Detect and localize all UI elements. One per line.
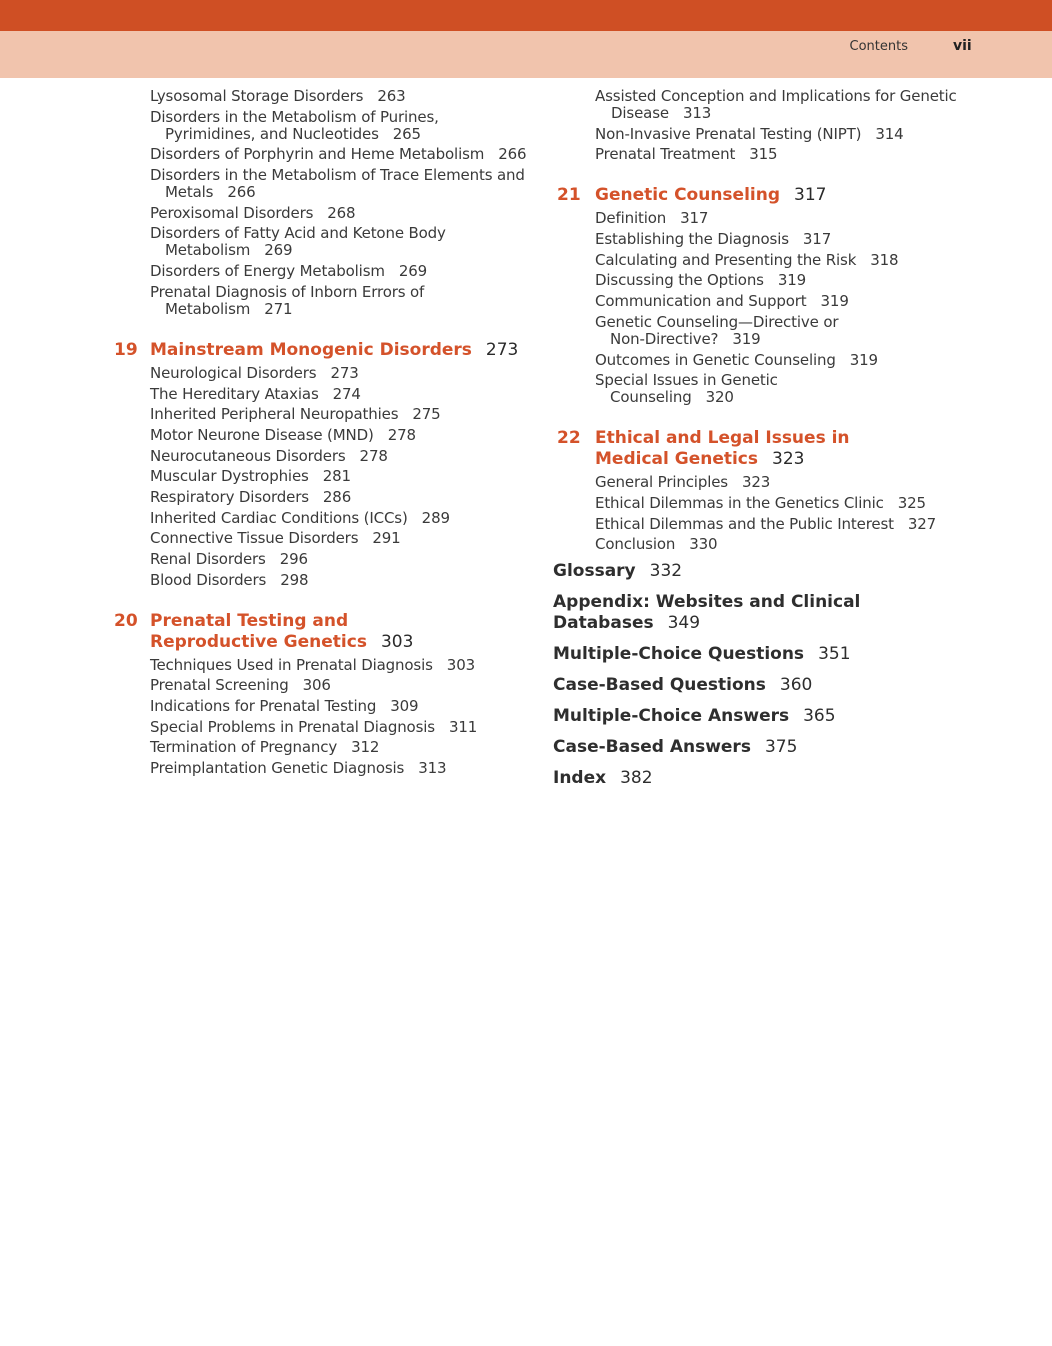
chapter-title[interactable]: Prenatal Testing and Reproductive Genetics 303	[150, 610, 414, 652]
toc-entry[interactable]: Ethical Dilemmas in the Genetics Clinic 325	[595, 493, 926, 512]
backmatter-list	[553, 561, 1013, 789]
toc-entry[interactable]: Neurological Disorders 273	[150, 363, 359, 382]
toc-entry[interactable]: Neurocutaneous Disorders 278	[150, 446, 388, 465]
toc-entry[interactable]: Techniques Used in Prenatal Diagnosis 303	[150, 655, 475, 674]
toc-entry[interactable]: Communication and Support 319	[595, 292, 849, 311]
toc-entry[interactable]: Disorders of Energy Metabolism 269	[150, 262, 428, 281]
toc-entry[interactable]: Special Problems in Prenatal Diagnosis 311	[150, 717, 478, 736]
toc-entry[interactable]: Ethical Dilemmas and the Public Interest 327	[595, 514, 937, 533]
toc-entry[interactable]: Disorders in the Metabolism of Purines, Pyrimidines, and Nucleotides 265	[150, 107, 439, 143]
backmatter-mc-questions[interactable]: Multiple-Choice Questions 351	[553, 644, 851, 665]
toc-entry[interactable]: Non-Invasive Prenatal Testing (NIPT) 314	[595, 124, 904, 143]
toc-entry[interactable]: Lysosomal Storage Disorders 263	[150, 87, 406, 105]
backmatter-index[interactable]: Index 382	[553, 768, 653, 789]
chapter-title[interactable]: Genetic Counseling 317	[595, 185, 827, 206]
backmatter-mc-answers[interactable]: Multiple-Choice Answers 365	[553, 706, 836, 727]
toc-entry[interactable]: Termination of Pregnancy 312	[150, 738, 380, 757]
chapter-entries	[553, 474, 1013, 553]
toc-entry[interactable]: Inherited Cardiac Conditions (ICCs) 289	[150, 508, 450, 527]
toc-entry[interactable]: Connective Tissue Disorders 291	[150, 529, 401, 548]
toc-entry[interactable]: Prenatal Screening 306	[150, 676, 331, 695]
chapter-title[interactable]: Mainstream Monogenic Disorders 273	[150, 339, 519, 360]
chapter-22	[553, 428, 1013, 553]
toc-entry[interactable]: Outcomes in Genetic Counseling 319	[595, 350, 878, 369]
toc-entry[interactable]: Special Issues in Genetic Counseling 320	[595, 371, 778, 407]
toc-entry[interactable]: Disorders in the Metabolism of Trace Elements and Metals 266	[150, 166, 525, 202]
toc-entry[interactable]: General Principles 323	[595, 473, 771, 492]
chapter-20	[108, 611, 528, 777]
header-top-band	[0, 0, 1052, 31]
toc-entry[interactable]: Preimplantation Genetic Diagnosis 313	[150, 759, 447, 778]
toc-entry[interactable]: Establishing the Diagnosis 317	[595, 230, 832, 249]
toc-entry[interactable]: Conclusion 330	[595, 535, 718, 554]
chapter-entries	[553, 210, 1013, 406]
toc-entry[interactable]: Prenatal Diagnosis of Inborn Errors of Metabolism 271	[150, 282, 425, 318]
chapter-title[interactable]: Ethical and Legal Issues in Medical Genetics 323	[595, 428, 850, 470]
toc-entry[interactable]: Prenatal Treatment 315	[595, 145, 778, 164]
intro-entries	[553, 88, 1013, 163]
chapter-number: 19	[114, 339, 138, 360]
toc-entry[interactable]: Discussing the Options 319	[595, 271, 807, 290]
chapter-number: 20	[114, 610, 138, 631]
toc-entry[interactable]: Assisted Conception and Implications for Genetic Disease 313	[595, 87, 957, 122]
chapter-19	[108, 340, 528, 589]
toc-entry[interactable]: Disorders of Porphyrin and Heme Metabolism 266	[150, 145, 527, 164]
intro-entries	[108, 88, 528, 318]
backmatter-case-answers[interactable]: Case-Based Answers 375	[553, 737, 798, 758]
toc-entry[interactable]: Genetic Counseling—Directive or Non-Directive? 319	[595, 312, 839, 348]
toc-entry[interactable]: Respiratory Disorders 286	[150, 487, 352, 506]
toc-entry[interactable]: Definition 317	[595, 209, 709, 228]
backmatter-glossary[interactable]: Glossary 332	[553, 561, 683, 582]
toc-entry[interactable]: Inherited Peripheral Neuropathies 275	[150, 405, 441, 424]
toc-entry[interactable]: The Hereditary Ataxias 274	[150, 384, 361, 403]
toc-right-column	[553, 88, 1013, 789]
toc-entry[interactable]: Blood Disorders 298	[150, 570, 309, 589]
toc-entry[interactable]: Renal Disorders 296	[150, 550, 308, 568]
chapter-entries	[108, 657, 528, 777]
backmatter-appendix[interactable]: Appendix: Websites and Clinical Databases 349	[553, 592, 861, 634]
running-head: Contents	[849, 39, 908, 54]
toc-entry[interactable]: Disorders of Fatty Acid and Ketone Body Metabolism 269	[150, 224, 446, 260]
chapter-21	[553, 185, 1013, 406]
page-number: vii	[953, 38, 972, 54]
toc-entry[interactable]: Calculating and Presenting the Risk 318	[595, 250, 899, 269]
toc-entry[interactable]: Muscular Dystrophies 281	[150, 467, 351, 486]
toc-entry[interactable]: Indications for Prenatal Testing 309	[150, 697, 419, 716]
backmatter-case-questions[interactable]: Case-Based Questions 360	[553, 675, 813, 696]
toc-entry[interactable]: Motor Neurone Disease (MND) 278	[150, 425, 416, 444]
chapter-number: 21	[557, 185, 581, 206]
toc-entry[interactable]: Peroxisomal Disorders 268	[150, 203, 356, 222]
chapter-entries	[108, 365, 528, 589]
toc-left-column	[108, 88, 528, 777]
chapter-number: 22	[557, 428, 581, 449]
